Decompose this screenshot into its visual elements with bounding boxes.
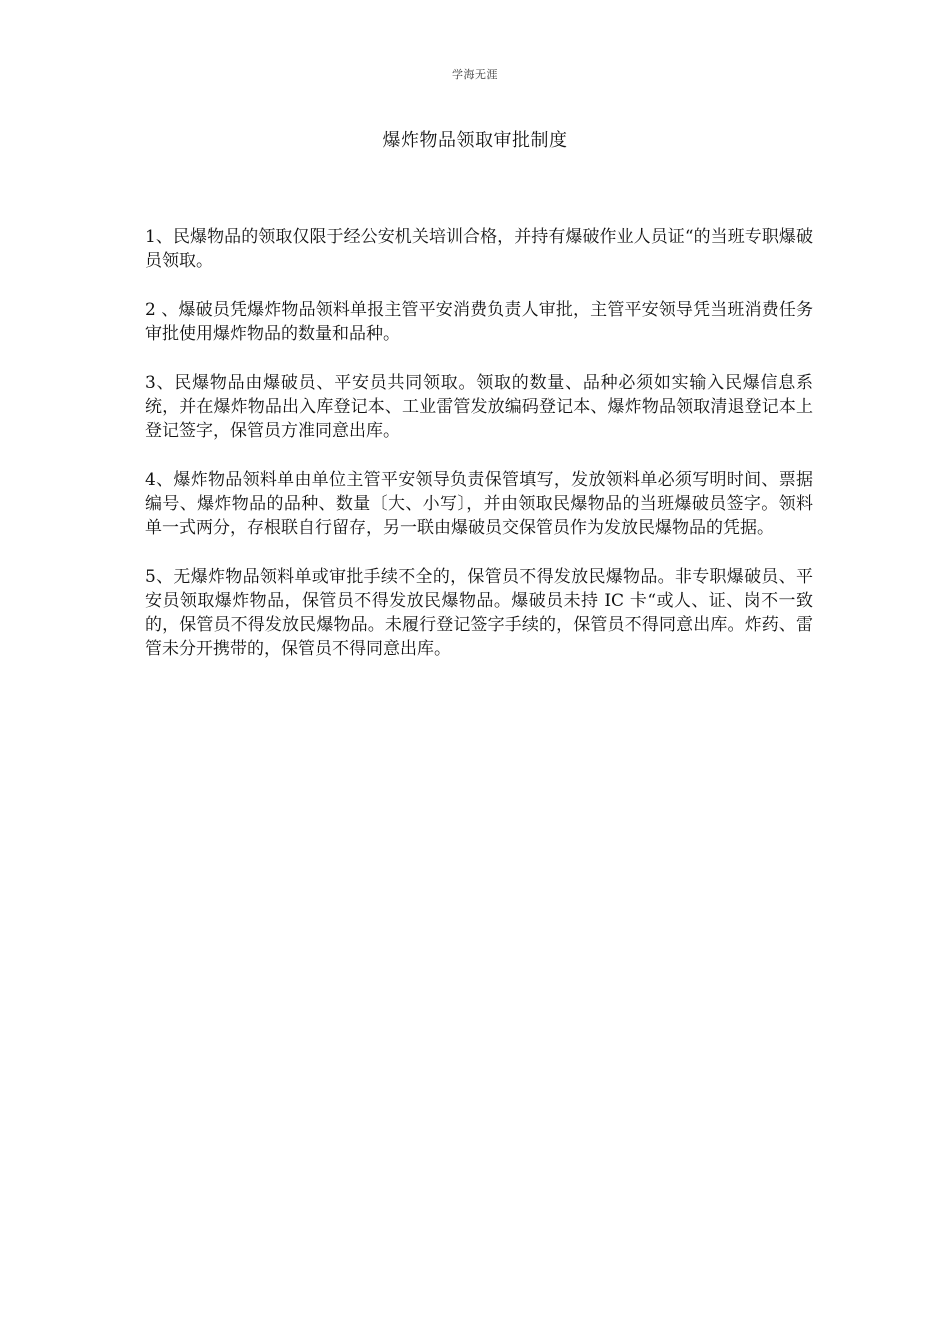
document-title: 爆炸物品领取审批制度 [382,130,568,151]
document-body [145,225,813,686]
paragraph-3: 3、民爆物品由爆破员、平安员共同领取。领取的数量、品种必须如实输入民爆信息系统，并在爆炸物品出入库登记本、工业雷管发放编码登记本、爆炸物品领取清退登记本上登记签字，保管员方准同意出库。 [145,373,813,441]
page-header: 学海无涯 [452,68,498,81]
paragraph-1: 1、民爆物品的领取仅限于经公安机关培训合格，并持有爆破作业人员证“的当班专职爆破员领取。 [145,227,813,271]
paragraph-5: 5、无爆炸物品领料单或审批手续不全的，保管员不得发放民爆物品。非专职爆破员、平安员领取爆炸物品，保管员不得发放民爆物品。爆破员未持 IC 卡“或人、证、岗不一致的，保管员不得发放民爆物品。未履行登记签字手续的，保管员不得同意出库。炸药、雷管未分开携带的，保管员不得同意出库。 [145,567,813,659]
paragraph-2: 2 、爆破员凭爆炸物品领料单报主管平安消费负责人审批，主管平安领导凭当班消费任务审批使用爆炸物品的数量和品种。 [145,300,813,344]
paragraph-4: 4、爆炸物品领料单由单位主管平安领导负责保管填写，发放领料单必须写明时间、票据编号、爆炸物品的品种、数量〔大、小写〕，并由领取民爆物品的当班爆破员签字。领料单一式两分，存根联自行留存，另一联由爆破员交保管员作为发放民爆物品的凭据。 [145,470,813,538]
